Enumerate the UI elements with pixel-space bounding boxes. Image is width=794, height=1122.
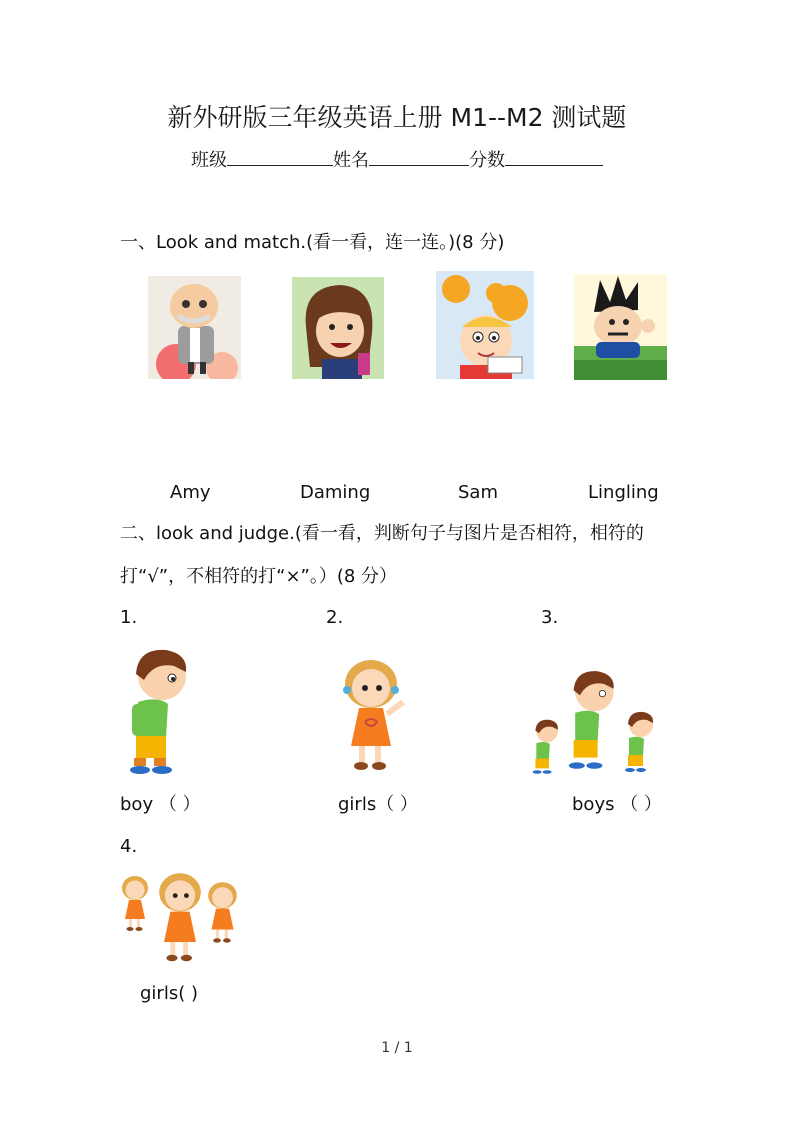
name-lingling: Lingling — [588, 482, 659, 503]
student-info-line — [0, 146, 794, 175]
item-number-1: 1. — [120, 607, 138, 628]
item2-label: girls（ ） — [338, 794, 418, 815]
name-amy: Amy — [170, 482, 211, 503]
girl-amy-picture — [292, 277, 384, 379]
class-blank[interactable] — [227, 146, 333, 166]
item-number-3: 3. — [541, 607, 559, 628]
item1-label: boy （ ） — [120, 794, 201, 815]
boy-sam-picture — [436, 271, 534, 379]
section2-heading-line1: 二、look and judge.(看一看，判断句子与图片是否相符，相符的 — [120, 523, 644, 544]
page-title: 新外研版三年级英语上册 M1--M2 测试题 — [167, 103, 627, 132]
name-label: 姓名 — [333, 150, 369, 171]
item4-label: girls( ) — [140, 983, 198, 1004]
item3-label: boys （ ） — [572, 794, 662, 815]
item2-girl-picture — [341, 656, 413, 774]
name-daming: Daming — [300, 482, 371, 503]
page-number: 1 / 1 — [381, 1040, 413, 1056]
score-label: 分数 — [469, 150, 505, 171]
name-sam: Sam — [458, 482, 498, 503]
class-label: 班级 — [191, 150, 227, 171]
item-number-2: 2. — [326, 607, 344, 628]
item-number-4: 4. — [120, 836, 138, 857]
boy-daming-picture — [574, 274, 667, 380]
section1-heading: 一、Look and match.(看一看，连一连。)(8 分) — [120, 232, 505, 253]
old-man-picture — [148, 276, 241, 379]
item4-girls-picture — [120, 870, 244, 968]
score-blank[interactable] — [505, 146, 603, 166]
item1-boy-picture — [124, 646, 194, 776]
name-blank[interactable] — [369, 146, 469, 166]
item3-boys-picture — [530, 668, 658, 776]
section2-heading-line2: 打“√”，不相符的打“×”。）(8 分） — [120, 566, 398, 587]
